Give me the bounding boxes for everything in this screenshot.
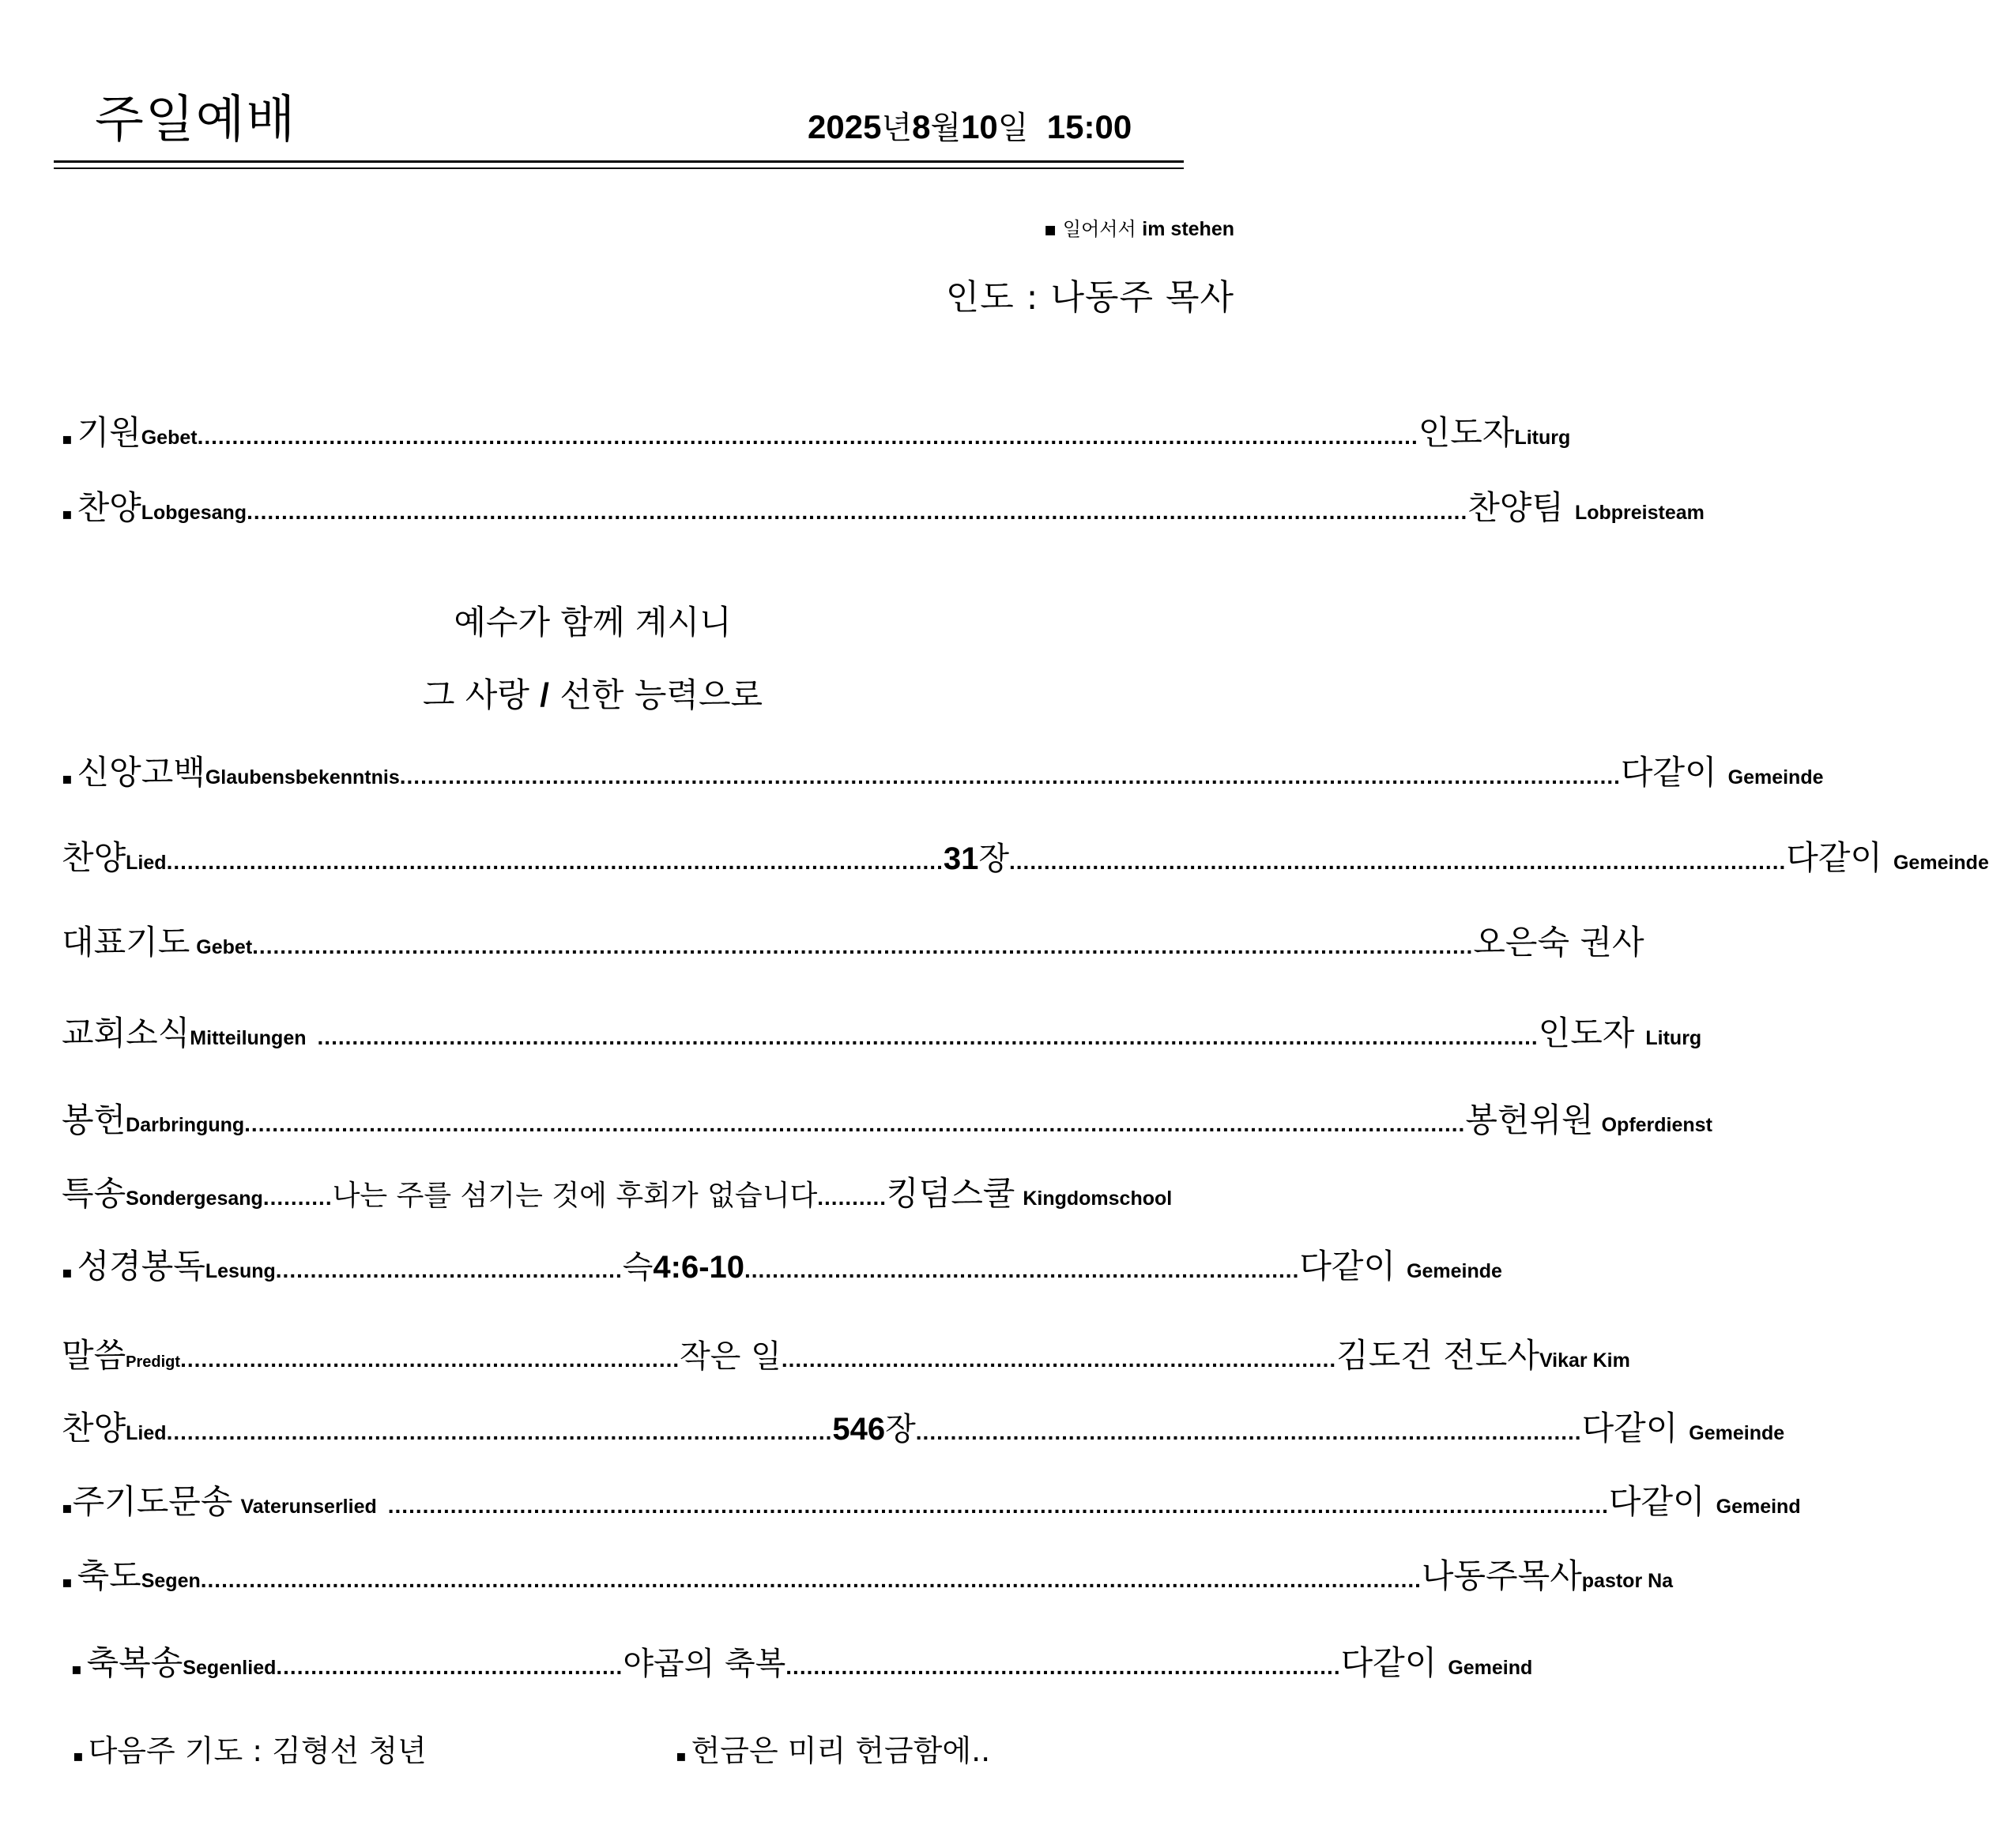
item-hymn-unit: 장 (885, 1411, 916, 1447)
item-ko: 찬양 (62, 838, 126, 877)
order-item-hymn-546 (62, 1402, 1785, 1450)
item-who-de: pastor Na (1581, 1570, 1674, 1592)
item-de: Predigt (126, 1353, 181, 1371)
item-leader-dots: ................................................................................ (781, 1347, 1337, 1372)
stand-note (1044, 213, 1234, 241)
item-leader-dots: ................................................................................................................................................................................ (247, 499, 1468, 524)
item-song-title: 나는 주를 섬기는 것에 후회가 없습니다 (332, 1180, 818, 1212)
item-who-de: Vikar Kim (1539, 1349, 1630, 1372)
item-who: 다같이 (1581, 1409, 1678, 1447)
item-scripture-ref: 4:6-10 (653, 1250, 744, 1285)
item-leader-dots: ................................................................................................................................................................................ (244, 1112, 1466, 1136)
item-song-title: 야곱의 축복 (623, 1646, 786, 1682)
order-item-hymn-31 (62, 832, 1989, 879)
order-item-benediction (62, 1550, 1674, 1598)
item-leader-dots: .................................................. (276, 1654, 623, 1679)
order-item-special-song (62, 1168, 1231, 1215)
order-item-announcements (62, 1007, 1702, 1055)
date-month: 8 (912, 108, 931, 145)
item-leader-dots: ................................................................................ (785, 1654, 1341, 1679)
item-who: 김도건 전도사 (1336, 1336, 1539, 1375)
item-who: 오은숙 권사 (1473, 923, 1644, 962)
item-de: Gebet (196, 936, 253, 958)
item-who: 나동주목사 (1421, 1556, 1582, 1595)
order-item-offering (62, 1094, 1712, 1142)
stand-note-bullet: ▪ (1044, 218, 1057, 240)
order-item-lords-prayer-song (62, 1476, 1801, 1523)
item-leader-dots: ................................................................................................................ (166, 849, 944, 874)
item-hymn-number: 546 (832, 1412, 886, 1447)
item-ko: 축복송 (86, 1643, 183, 1682)
item-de: Mitteilungen (190, 1027, 307, 1049)
footer-bullet: ▪ (73, 1746, 84, 1765)
item-who-de: Liturg (1514, 427, 1571, 449)
offering-note-text: 헌금은 미리 헌금함에.. (691, 1733, 991, 1768)
item-bullet: ▪ (62, 1498, 73, 1517)
item-hymn-number: 31 (943, 841, 979, 876)
item-bullet: ▪ (62, 769, 73, 788)
item-leader-dots: ................................................................................................................ (1008, 849, 1787, 874)
item-who: 인도자 (1538, 1014, 1635, 1052)
service-leader: 인도 : 나동주 목사 (945, 277, 1234, 318)
item-sermon-title: 작은 일 (680, 1338, 782, 1375)
item-who: 다같이 (1620, 753, 1717, 792)
order-item-representative-prayer (62, 916, 1644, 964)
service-datetime (808, 103, 1132, 148)
date-day-unit: 일 (997, 110, 1029, 146)
item-who-de: Opferdienst (1601, 1114, 1712, 1136)
item-ko: 축도 (77, 1556, 141, 1595)
item-leader-dots: .......... (262, 1185, 333, 1210)
date-day: 10 (961, 108, 998, 145)
item-leader-dots: ................................................................................................ (915, 1420, 1582, 1444)
order-item-creed (62, 747, 1824, 794)
item-de: Glaubensbekenntnis (205, 766, 400, 789)
order-item-sermon (62, 1330, 1630, 1377)
item-ko: 성경봉독 (77, 1247, 205, 1285)
item-who-de: Gemeinde (1893, 852, 1989, 874)
item-who-de: Gemeinde (1407, 1260, 1502, 1282)
item-who: 찬양팀 (1467, 488, 1564, 527)
stand-note-ko: 일어서서 (1062, 218, 1136, 240)
next-week-prayer-text: 다음주 기도 : 김형선 청년 (88, 1733, 427, 1768)
item-who-de: Lobpreisteam (1574, 502, 1705, 524)
item-who-de: Kingdomschool (1023, 1187, 1173, 1210)
item-bullet: ▪ (71, 1659, 82, 1678)
item-de: Vaterunserlied (240, 1496, 377, 1518)
song-line-1: 예수가 함께 계시니 (454, 603, 732, 642)
item-leader-dots: ................................................................................................ (166, 1420, 833, 1444)
item-leader-dots: ........................................................................ (180, 1347, 680, 1372)
item-leader-dots: ................................................................................................................................................................................ (399, 764, 1621, 789)
item-ko: 주기도문송 (72, 1482, 233, 1521)
item-who: 다같이 (1608, 1482, 1705, 1521)
date-year-unit: 년 (881, 110, 913, 146)
item-leader-dots: .......... (817, 1185, 887, 1210)
next-week-prayer-note (73, 1726, 427, 1770)
item-leader-dots: ................................................................................................................................................................................ (387, 1493, 1609, 1518)
item-who-de: Gemeinde (1727, 766, 1824, 789)
date-month-unit: 월 (930, 110, 962, 146)
item-who-de: Gemeind (1716, 1496, 1801, 1518)
item-bullet: ▪ (62, 1572, 73, 1591)
order-item-blessing-song (71, 1637, 1533, 1684)
item-ko: 찬양 (62, 1409, 126, 1447)
header-rule-top (54, 160, 1184, 163)
item-who-de: Gemeind (1448, 1657, 1533, 1679)
item-leader-dots: ................................................................................................................................................................................ (197, 424, 1418, 449)
offering-note (676, 1726, 990, 1770)
item-who-de: Gemeinde (1689, 1422, 1785, 1444)
item-de: Lesung (205, 1260, 276, 1282)
service-time: 15:00 (1046, 108, 1132, 145)
item-who: 인도자 (1418, 413, 1515, 452)
order-item-praise (62, 482, 1705, 529)
item-who: 다같이 (1786, 838, 1882, 877)
item-de: Lied (126, 852, 167, 874)
item-who: 킹덤스쿨 (887, 1174, 1015, 1213)
item-scripture-book: 슥 (622, 1249, 654, 1285)
item-leader-dots: .................................................. (275, 1258, 623, 1282)
item-ko: 특송 (62, 1174, 126, 1213)
item-de: Gebet (141, 427, 198, 449)
item-de: Darbringung (126, 1114, 245, 1136)
item-ko: 말씀 (62, 1336, 126, 1375)
item-ko: 봉헌 (62, 1101, 126, 1139)
footer-bullet: ▪ (676, 1746, 687, 1765)
item-ko: 찬양 (77, 488, 141, 527)
item-de: Lobgesang (141, 502, 247, 524)
item-who-de: Liturg (1645, 1027, 1702, 1049)
order-item-invocation (62, 407, 1571, 454)
item-leader-dots: ................................................................................ (744, 1258, 1300, 1282)
item-bullet: ▪ (62, 1263, 73, 1282)
item-leader-dots: ................................................................................................................................................................................ (252, 934, 1474, 958)
item-leader-dots: ................................................................................................................................................................................ (317, 1025, 1539, 1049)
item-ko: 기원 (77, 413, 141, 452)
item-ko: 신앙고백 (77, 753, 205, 792)
item-who: 다같이 (1299, 1247, 1396, 1285)
item-hymn-unit: 장 (978, 841, 1009, 877)
item-bullet: ▪ (62, 504, 73, 523)
item-leader-dots: ................................................................................................................................................................................ (200, 1568, 1422, 1592)
item-de: Segen (141, 1570, 201, 1592)
order-item-scripture (62, 1240, 1502, 1288)
item-bullet: ▪ (62, 429, 73, 448)
stand-note-de: im stehen (1142, 218, 1234, 240)
header-rule-bottom (54, 167, 1184, 169)
item-de: Sondergesang (126, 1187, 263, 1210)
date-year: 2025 (808, 108, 882, 145)
item-who: 다같이 (1340, 1643, 1437, 1682)
item-ko: 교회소식 (62, 1014, 190, 1052)
item-ko: 대표기도 (62, 923, 190, 962)
item-de: Segenlied (183, 1657, 277, 1679)
item-who: 봉헌위원 (1465, 1101, 1594, 1139)
page-title: 주일예배 (95, 91, 297, 149)
song-line-2: 그 사랑 / 선한 능력으로 (422, 676, 763, 714)
item-de: Lied (126, 1422, 167, 1444)
